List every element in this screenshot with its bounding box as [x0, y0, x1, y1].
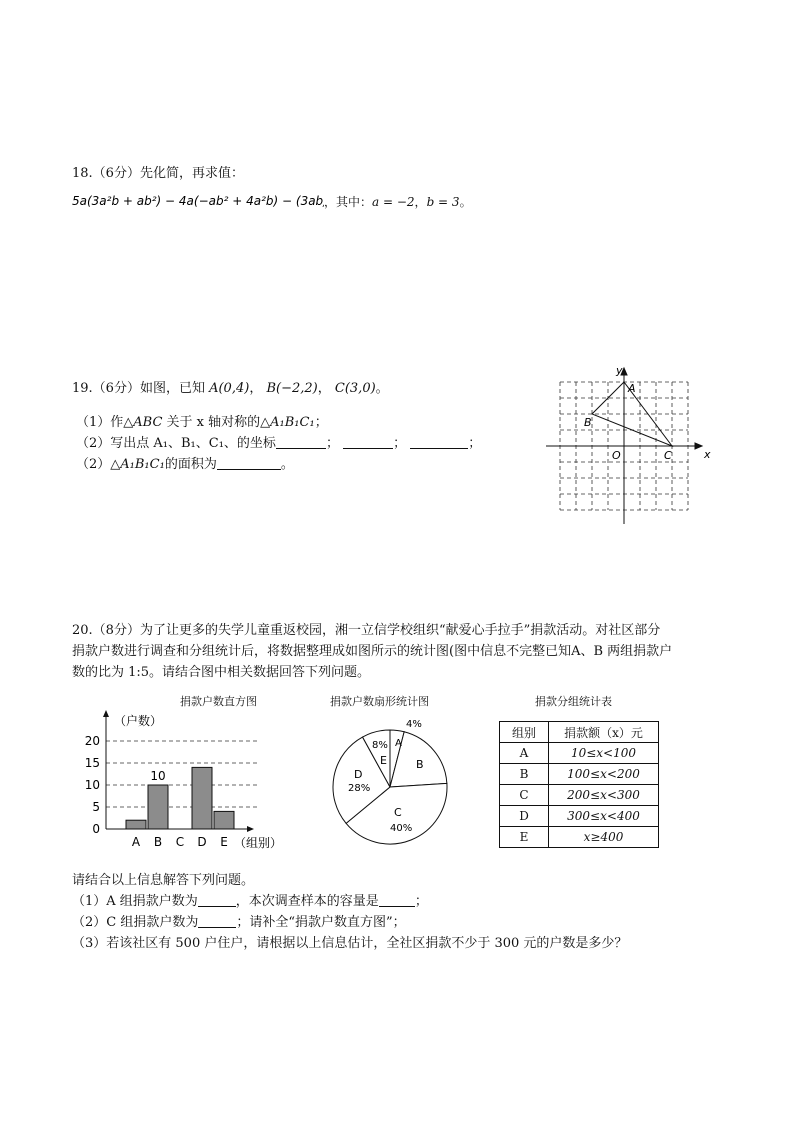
bar-chart-title: 捐款户数直方图 — [180, 695, 257, 708]
bar-ytick-label: 10 — [84, 778, 100, 792]
pie-pct-d: 28% — [348, 783, 371, 794]
q18-heading: 18.（6分）先化简，再求值： — [72, 166, 244, 181]
answer-blank-sample-size[interactable] — [379, 894, 415, 907]
pie-chart — [328, 712, 458, 860]
q19-heading — [72, 377, 389, 396]
answer-blank-area[interactable] — [217, 457, 281, 470]
bar-ytick-label: 20 — [84, 734, 100, 748]
bar-ylabel: （户数） — [114, 714, 163, 728]
bar-category-label: A — [131, 835, 141, 849]
pie-label-d: D — [354, 768, 363, 781]
q19-point-b: B(−2,2) — [266, 381, 318, 396]
y-axis-label: y — [616, 364, 623, 377]
q20-sub1-c: ； — [414, 894, 428, 909]
table-header-row — [500, 722, 659, 743]
q18-a-value: a = −2 — [372, 195, 415, 209]
pie-label-e: E — [380, 754, 387, 767]
q20-para-line1: 20.（8分）为了让更多的失学儿童重返校园，湘一立信学校组织“献爱心手拉手”捐款活动。对社区部分 — [72, 623, 661, 638]
table-cell: 300≤x<400 — [549, 806, 659, 827]
q19-item3-end: 的面积为 — [164, 457, 217, 472]
bar-x-axis-arrow — [247, 826, 254, 832]
bar-category-label: E — [220, 835, 228, 849]
pie-label-c: C — [394, 806, 402, 819]
svg-text:5a(3a²b + ab²) − 4a(−ab² + 4a²: 5a(3a²b + ab²) − 4a(−ab² + 4a²b) − (3ab)² — [72, 194, 324, 208]
pie-pct-a: 4% — [406, 719, 422, 730]
bar-y-axis-arrow — [103, 710, 109, 717]
pie-pct-c: 40% — [390, 823, 413, 834]
q18-expression — [72, 192, 472, 210]
table-cell: C — [500, 785, 549, 806]
q20-after-text: 请结合以上信息解答下列问题。 — [72, 873, 255, 888]
q19-item1-a1b1c1: A₁B₁C₁ — [270, 415, 315, 430]
q19-end: 。 — [375, 381, 389, 396]
q20-sub1 — [72, 890, 428, 909]
q19-item3 — [76, 453, 294, 472]
q20-sub2-a: （2）C 组捐款户数为 — [72, 915, 199, 930]
bar-category-label: C — [175, 835, 185, 849]
table-header-amount: 捐款额（x）元 — [549, 722, 659, 743]
bar-B — [148, 785, 168, 829]
table-row — [500, 743, 659, 764]
q20-para-line3: 数的比为 1:5。请结合图中相关数据回答下列问题。 — [72, 665, 371, 680]
table-cell: A — [500, 743, 549, 764]
q20-para-line2: 捐款户数进行调查和分组统计后，将数据整理成如图所示的统计图(图中信息不完整已知A、B 两组捐款户 — [72, 644, 673, 659]
table-row — [500, 785, 659, 806]
q19-item3-period: 。 — [280, 457, 294, 472]
q19-item1-end: ； — [314, 415, 328, 430]
bar-category-label: D — [197, 835, 207, 849]
bar-D — [192, 767, 212, 829]
pie-chart-title: 捐款户数扇形统计图 — [330, 695, 429, 708]
point-a-label: A — [628, 382, 636, 395]
answer-blank-a1[interactable] — [276, 436, 326, 449]
q19-sep-1: ， — [249, 381, 263, 396]
answer-blank-c1[interactable] — [410, 436, 468, 449]
answer-blank-b1[interactable] — [343, 436, 393, 449]
pie-pct-e: 8% — [372, 740, 388, 751]
pie-label-b: B — [416, 758, 424, 771]
table-cell: D — [500, 806, 549, 827]
q19-point-c: C(3,0) — [334, 381, 376, 396]
bar-A — [126, 820, 146, 829]
table-cell: 200≤x<300 — [549, 785, 659, 806]
table-cell: x≥400 — [549, 827, 659, 848]
q19-item2 — [76, 432, 481, 451]
table-cell: 10≤x<100 — [549, 743, 659, 764]
table-cell: E — [500, 827, 549, 848]
q19-item3-pre: （2）△ — [76, 457, 121, 472]
q19-point-a: A(0,4) — [209, 381, 250, 396]
x-axis-label: x — [704, 448, 711, 461]
bar-data-label: 10 — [150, 769, 166, 783]
q18-condition-text: ，其中： — [324, 195, 373, 209]
origin-label: O — [612, 449, 621, 462]
q19-semi-3: ； — [468, 436, 482, 451]
table-row — [500, 764, 659, 785]
q19-item1-mid: 关于 x 轴对称的△ — [162, 415, 271, 430]
bar-ytick-label: 15 — [84, 756, 100, 770]
q20-sub1-b: ，本次调查样本的容量是 — [235, 894, 379, 909]
bar-xlabel: （组别） — [234, 836, 283, 850]
table-header-group: 组别 — [500, 722, 549, 743]
bar-E — [214, 811, 234, 829]
q18-separator: ， — [414, 195, 427, 209]
q18-end: 。 — [459, 195, 472, 209]
table-cell: B — [500, 764, 549, 785]
bar-chart — [72, 708, 312, 856]
point-b-label: B — [584, 416, 592, 429]
table-cell: 100≤x<200 — [549, 764, 659, 785]
pie-label-a: A — [395, 738, 402, 749]
q20-sub3: （3）若该社区有 500 户住户，请根据以上信息估计，全社区捐款不少于 300 元的户数是多少？ — [72, 936, 628, 951]
q19-sep-2: ， — [317, 381, 331, 396]
table-title: 捐款分组统计表 — [535, 695, 612, 708]
bar-ytick-label: 5 — [92, 800, 100, 814]
q19-coordinate-grid — [540, 362, 715, 532]
bar-category-label: B — [153, 835, 163, 849]
q19-item3-a1b1c1: A₁B₁C₁ — [120, 457, 165, 472]
q19-semi-1: ； — [325, 436, 339, 451]
q20-sub2-b: ；请补全“捐款户数直方图”； — [236, 915, 406, 930]
q19-item1-abc: ABC — [133, 415, 163, 430]
table-row — [500, 806, 659, 827]
answer-blank-a-count[interactable] — [198, 894, 236, 907]
q19-item2-text: （2）写出点 A₁、B₁、C₁、的坐标 — [76, 436, 276, 451]
q20-sub2 — [72, 911, 406, 930]
answer-blank-c-count[interactable] — [198, 915, 236, 928]
q19-head: 19.（6分）如图，已知 — [72, 381, 205, 396]
q19-item1 — [76, 411, 328, 430]
q19-item1-pre: （1）作△ — [76, 415, 134, 430]
bar-ytick-label: 0 — [92, 822, 100, 836]
q18-formula — [72, 192, 324, 210]
x-axis-arrow — [695, 443, 702, 449]
q18-b-value: b = 3 — [426, 195, 460, 209]
table-row — [500, 827, 659, 848]
axes — [546, 368, 702, 524]
q19-semi-2: ； — [393, 436, 407, 451]
point-c-label: C — [664, 449, 672, 462]
q20-sub1-a: （1）A 组捐款户数为 — [72, 894, 198, 909]
group-table — [499, 721, 659, 848]
